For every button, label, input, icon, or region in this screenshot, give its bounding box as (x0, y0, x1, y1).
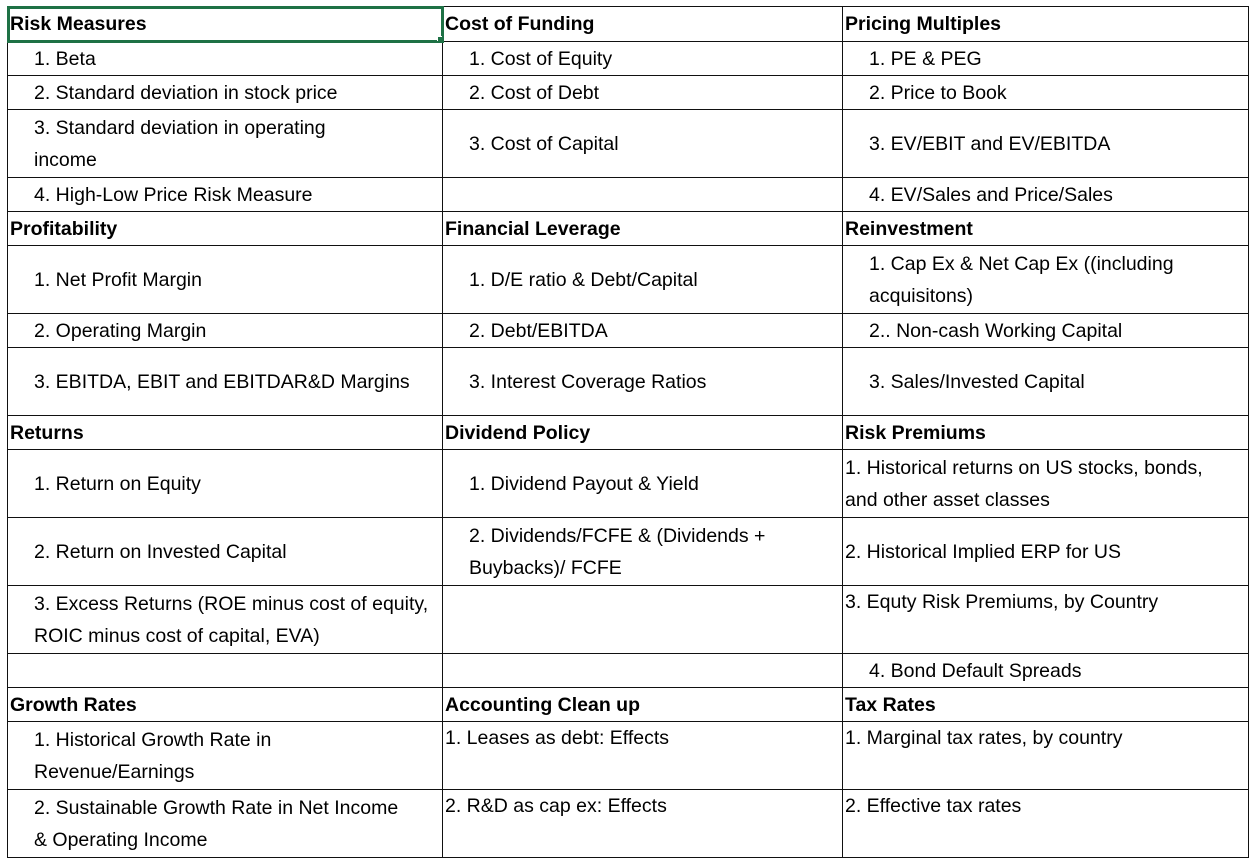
cell[interactable]: 1. Return on Equity (8, 450, 443, 518)
cell[interactable]: 2. R&D as cap ex: Effects (443, 790, 843, 858)
cell[interactable]: 2. Historical Implied ERP for US (843, 518, 1249, 586)
cell[interactable]: 2. Effective tax rates (843, 790, 1249, 858)
fill-handle[interactable] (437, 36, 443, 42)
table-row (8, 654, 1249, 688)
cell[interactable]: 1. Cap Ex & Net Cap Ex ((including acquisitons) (843, 246, 1249, 314)
header-row (8, 416, 1249, 450)
cell[interactable]: 3. Sales/Invested Capital (843, 348, 1249, 416)
cell[interactable]: Profitability (8, 212, 443, 246)
table-row (8, 722, 1249, 790)
cell[interactable]: 1. Historical returns on US stocks, bonds, and other asset classes (843, 450, 1249, 518)
table-row (8, 790, 1249, 858)
cell[interactable]: 2. Debt/EBITDA (443, 314, 843, 348)
cell[interactable] (8, 7, 443, 42)
cell[interactable]: 4. EV/Sales and Price/Sales (843, 178, 1249, 212)
cell[interactable] (443, 178, 843, 212)
cell[interactable]: 1. Beta (8, 42, 443, 76)
cell[interactable]: Risk Premiums (843, 416, 1249, 450)
header-row (8, 212, 1249, 246)
cell[interactable]: 1. PE & PEG (843, 42, 1249, 76)
cell[interactable]: 3. EBITDA, EBIT and EBITDAR&D Margins (8, 348, 443, 416)
header-row (8, 688, 1249, 722)
cell[interactable]: 2.. Non-cash Working Capital (843, 314, 1249, 348)
cell[interactable]: 2. Sustainable Growth Rate in Net Income & Operating Income (8, 790, 443, 858)
cell[interactable]: 4. High-Low Price Risk Measure (8, 178, 443, 212)
cell[interactable]: Pricing Multiples (843, 7, 1249, 42)
cell[interactable]: 1. Marginal tax rates, by country (843, 722, 1249, 790)
cell[interactable]: 3. Interest Coverage Ratios (443, 348, 843, 416)
table-row (8, 178, 1249, 212)
table-row (8, 42, 1249, 76)
cell[interactable]: 2. Operating Margin (8, 314, 443, 348)
table-row (8, 518, 1249, 586)
table-row (8, 348, 1249, 416)
cell[interactable]: 2. Return on Invested Capital (8, 518, 443, 586)
cell[interactable]: Cost of Funding (443, 7, 843, 42)
cell[interactable]: Financial Leverage (443, 212, 843, 246)
table-row (8, 586, 1249, 654)
cell[interactable]: 1. Leases as debt: Effects (443, 722, 843, 790)
spreadsheet-table (7, 6, 1249, 858)
cell[interactable]: 2. Price to Book (843, 76, 1249, 110)
cell[interactable]: 2. Cost of Debt (443, 76, 843, 110)
cell[interactable] (8, 110, 443, 178)
table-row (8, 314, 1249, 348)
cell[interactable]: 1. Net Profit Margin (8, 246, 443, 314)
cell[interactable]: 1. Historical Growth Rate in Revenue/Earnings (8, 722, 443, 790)
header-row (8, 7, 1249, 42)
cell[interactable]: 2. Standard deviation in stock price (8, 76, 443, 110)
cell[interactable]: 3. EV/EBIT and EV/EBITDA (843, 110, 1249, 178)
table-row (8, 246, 1249, 314)
cell[interactable]: 1. Dividend Payout & Yield (443, 450, 843, 518)
cell[interactable] (8, 654, 443, 688)
cell[interactable]: 3. Equty Risk Premiums, by Country (843, 586, 1249, 654)
cell[interactable]: Reinvestment (843, 212, 1249, 246)
table-row (8, 110, 1249, 178)
cell[interactable]: Growth Rates (8, 688, 443, 722)
table-row (8, 450, 1249, 518)
cell[interactable]: Returns (8, 416, 443, 450)
cell[interactable]: Tax Rates (843, 688, 1249, 722)
cell[interactable]: 1. D/E ratio & Debt/Capital (443, 246, 843, 314)
cell[interactable] (443, 654, 843, 688)
cell[interactable]: 3. Excess Returns (ROE minus cost of equity, ROIC minus cost of capital, EVA) (8, 586, 443, 654)
cell[interactable]: 2. Dividends/FCFE & (Dividends + Buybacks)/ FCFE (443, 518, 843, 586)
cell[interactable]: Dividend Policy (443, 416, 843, 450)
cell[interactable]: 4. Bond Default Spreads (843, 654, 1249, 688)
table-row (8, 76, 1249, 110)
cell-text: 3. Standard deviation in operating income (34, 116, 326, 171)
cell[interactable]: 3. Cost of Capital (443, 110, 843, 178)
cell[interactable]: Accounting Clean up (443, 688, 843, 722)
cell[interactable] (443, 586, 843, 654)
cell[interactable]: 1. Cost of Equity (443, 42, 843, 76)
cell-text: Risk Measures (10, 13, 147, 35)
